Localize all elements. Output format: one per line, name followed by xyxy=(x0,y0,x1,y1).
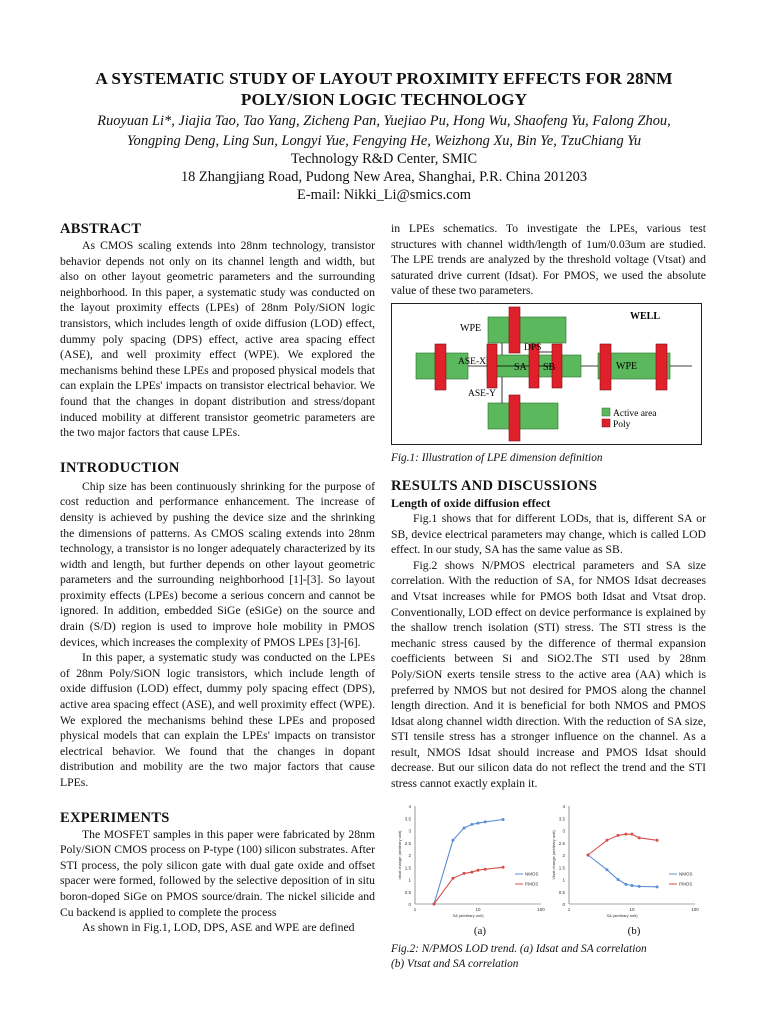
chart-1-series-nmos-point xyxy=(638,885,641,888)
chart-0-ylabel: Idsat change (arbitrary unit) xyxy=(397,830,402,880)
abstract-heading: ABSTRACT xyxy=(60,221,142,237)
chart-1-series-pmos-point xyxy=(656,838,659,841)
chart-0-ytick-label: 1.5 xyxy=(404,864,411,870)
label-ase-x: ASE-X xyxy=(458,356,486,367)
chart-0-series-pmos-point xyxy=(463,872,466,875)
chart-1-series-pmos-point xyxy=(631,832,634,835)
chart-0-ytick-label: 4 xyxy=(408,803,411,809)
chart-1-series-nmos-line xyxy=(588,855,657,887)
chart-1-series-pmos-point xyxy=(605,838,608,841)
chart-1-ylabel: Vtsat change (arbitrary unit) xyxy=(551,829,556,880)
authors-line2: Yongping Deng, Ling Sun, Longyi Yue, Fengying He, Weizhong Xu, Bin Ye, TzuChiang Yu xyxy=(126,133,642,149)
poly-top xyxy=(509,307,520,353)
introduction-para2: In this paper, a systematic study was conducted on the LPEs of 28nm Poly/SiON logic transistors, which include length of oxide diffusion (LOD) effect, dummy poly spacing effect (DPS), active area spacing effect (ASE), and well proximity effect (WPE). We explored the mechanisms behind these LPEs and proposed physical models that can explain the LPEs' impacts on transistor electrical behavior. We found that the changes in dopant distribution and mobility are the two major factors that cause LPEs. xyxy=(60,651,375,789)
poly-right-2 xyxy=(656,344,667,390)
active-area-top xyxy=(488,317,566,343)
experiments-para2: As shown in Fig.1, LOD, DPS, ASE and WPE are defined xyxy=(82,921,355,935)
chart-0-series-nmos-point xyxy=(470,823,473,826)
introduction-heading: INTRODUCTION xyxy=(60,459,180,476)
chart-0-xtick-label: 1 xyxy=(413,906,417,912)
label-wpe-top: WPE xyxy=(460,322,482,334)
paper-header xyxy=(0,68,768,204)
legend-poly-swatch xyxy=(602,419,610,427)
chart-1-series-pmos-line xyxy=(588,834,657,855)
chart-0-ytick-label: 0.5 xyxy=(404,889,411,895)
right-column xyxy=(391,221,706,972)
chart-1-series-nmos-point xyxy=(617,878,620,881)
abstract-text: As CMOS scaling extends into 28nm technology, transistor behavior depends not only on its channel length and width, but also on other layout geometric parameters and the surrounding neighborhood. In this paper, a systematic study was conducted on the layout proximity effects (LPEs) of 28nm Poly/SiON logic transistors, which includes length of oxide diffusion (LOD) effect, dummy poly spacing (DPS) effect, active area spacing effect (ASE), and well proximity effect (WPE). We explored the mechanisms behind these LPEs and proposed physical models that can explain the LPEs' impacts on transistor electrical behavior. We found that the changes in dopant distribution and stress/dopant induced mobility at different transistor geometric parameters are the two major factors that cause LPEs. xyxy=(60,239,375,440)
chart-0-series-pmos-point xyxy=(477,868,480,871)
chart-0-ytick-label: 1 xyxy=(408,877,411,883)
chart-1-ytick-label: 1.5 xyxy=(558,864,565,870)
chart-0-series-nmos-point xyxy=(502,818,505,821)
figure-2-caption-line2: (b) Vtsat and SA correlation xyxy=(391,957,519,970)
chart-0-series-nmos-point xyxy=(477,821,480,824)
chart-1-panel-label: (b) xyxy=(627,924,641,937)
chart-0-xlabel: SA (arbitrary unit) xyxy=(452,912,484,918)
active-area-bottom xyxy=(488,403,558,429)
chart-0-ytick-label: 2.5 xyxy=(404,840,411,846)
results-para1: Fig.1 shows that for different LODs, that is, different SA or SB, device electrical parameters may change, which is called LOD effect. In our study, SA has the same value as SB. xyxy=(391,511,706,557)
chart-0-series-pmos-point xyxy=(451,876,454,879)
affiliation: Technology R&D Center, SMIC xyxy=(290,151,478,167)
chart-1-series-pmos-point xyxy=(586,853,589,856)
chart-0-xtick-label: 100 xyxy=(537,906,545,912)
figure-2-charts xyxy=(391,800,703,942)
chart-0-panel-label: (a) xyxy=(473,924,487,937)
figure-2 xyxy=(391,800,703,942)
experiments-heading: EXPERIMENTS xyxy=(60,809,170,826)
chart-1-ytick-label: 0 xyxy=(562,901,565,907)
chart-0-series-nmos-point xyxy=(451,838,454,841)
chart-1-legend-nmos-label: NMOS xyxy=(679,871,693,877)
figure-1 xyxy=(391,303,702,445)
chart-1-ytick-label: 3.5 xyxy=(558,815,565,821)
poly-right-1 xyxy=(600,344,611,390)
chart-1-series-pmos-point xyxy=(638,836,641,839)
chart-0-series-nmos-line xyxy=(434,819,503,904)
poly-left xyxy=(435,344,446,390)
chart-1-ytick-label: 4 xyxy=(562,803,565,809)
label-ase-y: ASE-Y xyxy=(468,388,496,399)
lpe-diagram xyxy=(392,304,703,446)
chart-0-series-pmos-point xyxy=(432,902,435,905)
poly-bottom xyxy=(509,395,520,441)
chart-0-series-pmos-line xyxy=(434,867,503,904)
chart-1-legend-pmos-label: PMOS xyxy=(679,881,693,887)
legend-active-label: Active area xyxy=(613,408,657,419)
email: E-mail: Nikki_Li@smics.com xyxy=(297,187,471,203)
lod-subheading: Length of oxide diffusion effect xyxy=(391,495,551,510)
label-well: WELL xyxy=(630,310,661,322)
chart-0-series-pmos-point xyxy=(484,867,487,870)
chart-0-ytick-label: 3 xyxy=(408,828,411,834)
chart-1-series-nmos-point xyxy=(656,885,659,888)
label-wpe-right: WPE xyxy=(616,360,638,372)
chart-1-series-pmos-point xyxy=(624,832,627,835)
label-sb: SB xyxy=(543,361,556,373)
chart-1-series-nmos-point xyxy=(605,868,608,871)
chart-0-series-pmos-point xyxy=(502,865,505,868)
chart-1-ytick-label: 2 xyxy=(562,852,565,858)
legend-poly-label: Poly xyxy=(613,419,631,430)
chart-0-xtick-label: 10 xyxy=(475,906,481,912)
chart-1-series-nmos-point xyxy=(631,884,634,887)
authors-line1: Ruoyuan Li*, Jiajia Tao, Tao Yang, Zicheng Pan, Yuejiao Pu, Hong Wu, Shaofeng Yu, Falong Zhou, xyxy=(97,113,671,129)
chart-1-xtick-label: 10 xyxy=(629,906,635,912)
figure-2-caption-line1: Fig.2: N/PMOS LOD trend. (a) Idsat and SA correlation xyxy=(391,942,647,955)
figure-1-caption: Fig.1: Illustration of LPE dimension definition xyxy=(391,451,603,464)
chart-1-ytick-label: 0.5 xyxy=(558,889,565,895)
legend-active-swatch xyxy=(602,408,610,416)
results-heading: RESULTS AND DISCUSSIONS xyxy=(391,477,598,494)
chart-1-xtick-label: 1 xyxy=(567,906,571,912)
chart-1-ytick-label: 1 xyxy=(562,877,565,883)
chart-0-ytick-label: 0 xyxy=(408,901,411,907)
chart-1-series-nmos-point xyxy=(624,883,627,886)
chart-0-series-pmos-point xyxy=(470,870,473,873)
poly-dummy-left xyxy=(487,344,497,388)
chart-0-legend-pmos-label: PMOS xyxy=(525,881,539,887)
chart-1-xlabel: SA (arbitrary unit) xyxy=(606,912,638,918)
experiments-para1: The MOSFET samples in this paper were fabricated by 28nm Poly/SiON CMOS process on P-type (100) silicon substrates. After STI process, the poly silicon gate with dual gate oxide and offset spacer were formed, followed by the selective deposition of in situ boron-doped SiGe on PMOS source/drain. The nickel silicide and Cu backend is applied to complete the process xyxy=(60,827,375,919)
label-sa: SA xyxy=(514,361,527,373)
chart-0-series-nmos-point xyxy=(463,826,466,829)
chart-0-legend-nmos-label: NMOS xyxy=(525,871,539,877)
address: 18 Zhangjiang Road, Pudong New Area, Shanghai, P.R. China 201203 xyxy=(180,169,588,185)
paper-title-line1: A SYSTEMATIC STUDY OF LAYOUT PROXIMITY EFFECTS FOR 28NM xyxy=(95,69,673,88)
chart-0-series-nmos-point xyxy=(484,820,487,823)
label-dps: DPS xyxy=(524,342,542,353)
experiments-para3: in LPEs schematics. To investigate the LPEs, various test structures with channel width/length of 1um/0.03um are studied. The LPE trends are analyzed by the threshold voltage (Vtsat) and saturated drive current (Idsat). For PMOS, we used the absolute value of these two parameters. xyxy=(391,222,706,298)
paper-title-line2: POLY/SION LOGIC TECHNOLOGY xyxy=(240,90,528,109)
left-column xyxy=(60,221,375,936)
results-para2: Fig.2 shows N/PMOS electrical parameters and SA size correlation. With the reduction of SA, for NMOS Idsat decreases and Vtsat increases while for PMOS both Idsat and Vtsat drop. Conventionally, LOD effect on device performance is explained by the shallow trench isolation (STI) stress. The STI stress is the mechanic stress caused by the difference of thermal expansion coefficients between Si and SiO2.The STI used by 28nm Poly/SiON exerts tensile stress to the active area (AA) which is preferred by NMOS but not desired for PMOS along the channel length direction. And it is beneficial for both NMOS and PMOS Idsat along channel width direction. With the reduction of SA size, STI tensile stress has a stronger influence on the channel. As a result, NMOS Idsat should increase and PMOS Idsat should decrease. But our silicon data do not reflect the trend and the STI stress cannot exactly explain it. xyxy=(391,558,706,791)
chart-0-ytick-label: 3.5 xyxy=(404,815,411,821)
introduction-para1: Chip size has been continuously shrinking for the purpose of cost reduction and performance enhancement. The increase of density is achieved by pushing the device size and the shrinking the dimensions of patterns. As CMOS scaling extends into 28nm technology, a transistor is no longer adequately characterized by its width and length, but further depends on other layout geometric parameters and the surrounding neighborhood [1]-[3]. So layout proximity effects (LPEs) become a serious concern and cannot be ignored. In addition, embedded SiGe (eSiGe) on the source and drain (S/D) region is used to improve hole mobility in PMOS devices, which increases the complexity of PMOS LPEs [3]-[6]. xyxy=(60,479,375,649)
chart-1-xtick-label: 100 xyxy=(691,906,699,912)
chart-1-ytick-label: 3 xyxy=(562,828,565,834)
chart-1-ytick-label: 2.5 xyxy=(558,840,565,846)
chart-1-series-pmos-point xyxy=(617,834,620,837)
chart-0-ytick-label: 2 xyxy=(408,852,411,858)
